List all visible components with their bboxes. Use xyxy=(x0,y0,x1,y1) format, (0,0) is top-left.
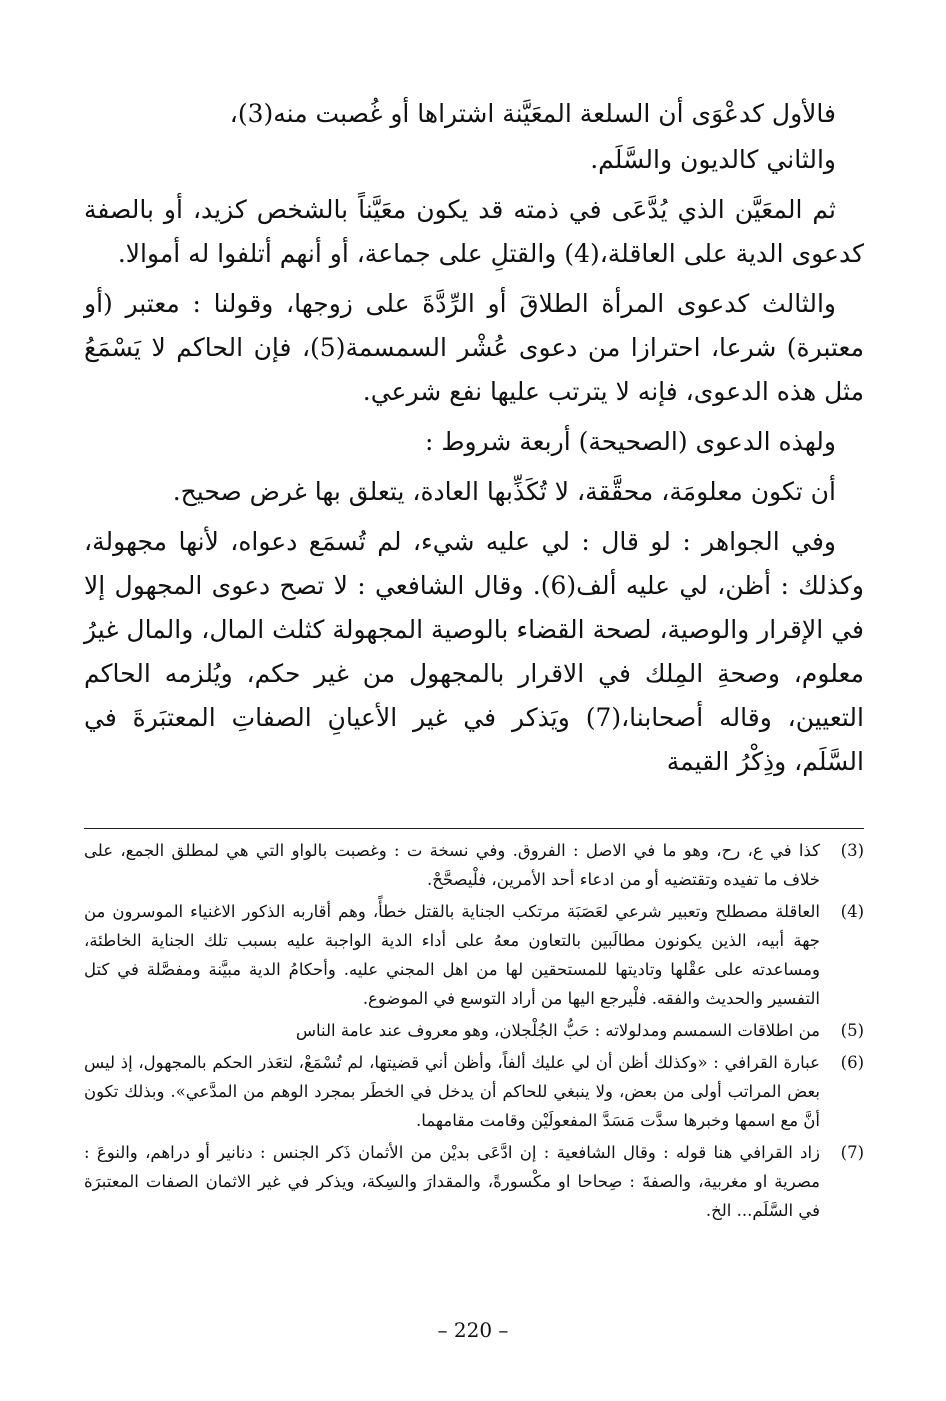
footnote-text: من اطلاقات السمسم ومدلولاته : حَبُّ الجُلْجلان، وهو معروف عند عامة الناس xyxy=(295,1021,820,1040)
footnote-text: عبارة القرافي : «وكذلك أظن أن لي عليك ألفاً، وأظن أني قضيتها، لم تُسْمَعْ، لتعَذر الحكم بالمجهول، إذ ليس بعض المراتب أولى من بعض، ولا ينبغي للحاكم أن يدخل في الخطَر بمجرد الوهم من المدَّعي». وبذلك تكون أنَّ مع اسمها وخبرها سدَّت مَسَدَّ المفعولَيْن وقامت مقامهما. xyxy=(84,1053,820,1130)
footnote-6 xyxy=(84,1048,864,1135)
paragraph-2: والثاني كالديون والسَّلَم. xyxy=(590,145,836,174)
footnote-number: (5) xyxy=(840,1021,864,1040)
footnote-number: (7) xyxy=(840,1143,864,1162)
footnote-separator xyxy=(84,828,864,829)
paragraph-6: أن تكون معلومَة، محقَّقة، لا تُكَذِّبها العادة، يتعلق بها غرض صحيح. xyxy=(172,477,836,506)
footnote-number: (4) xyxy=(840,902,864,921)
footnotes xyxy=(84,836,864,1228)
footnote-3 xyxy=(84,836,864,894)
footnote-4 xyxy=(84,897,864,1013)
paragraph-7: وفي الجواهر : لو قال : لي عليه شيء، لم تُسمَع دعواه، لأنها مجهولة، وكذلك : أظن، لي عليه ألف(6). وقال الشافعي : لا تصح دعوى المجهول إلا في الإقرار والوصية، لصحة القضاء بالوصية المجهولة كثلث المال، والمال غيرُ معلوم، وصحةِ المِلك في الاقرار بالمجهول من غير حكم، ويُلزمه الحاكم التعيين، وقاله أصحابنا،(7) ويَذكر في غير الأعيانِ الصفاتِ المعتبَرةَ في السَّلَم، وذِكْرُ القيمة xyxy=(84,527,864,776)
paragraph-1: فالأول كدعْوَى أن السلعة المعَيَّنة اشتراها أو غُصبت منه(3)، xyxy=(229,99,836,128)
footnote-text: العاقلة مصطلح وتعبير شرعي لعَصَبَة مرتكب الجناية بالقتل خطأً، وهم أقاربه الذكور الاغنياء الموسرون من جهة أبيه، الذين يكونون مطالَبين بالتعاون معهُ على أداء الدية الواجبة عليه بسبب تلك الجناية الخاطئة، ومساعدته على عقْلها وتاديتها للمستحقين لها من اهل المجني عليه. وأحكامُ الدية مبيَّنة ومفصَّلة في كتل التفسير والحديث والفقه. فلْيرجع اليها من أراد التوسع في الموضوع. xyxy=(84,902,820,1008)
footnote-7 xyxy=(84,1138,864,1225)
paragraph-3: ثم المعَيَّن الذي يُدَّعَى في ذمته قد يكون معَيَّناً بالشخص كزيد، أو بالصفة كدعوى الدية على العاقلة،(4) والقتلِ على جماعة، أو أنهم أتلفوا له أموالا. xyxy=(84,195,864,268)
footnote-text: كذا في ع، رح، وهو ما في الاصل : الفروق. وفي نسخة ت : وغصبت بالواو التي هي لمطلق الجمع، على خلاف ما تفيده وتقتضيه أو من ادعاء أحد الأمرين، فلْيصحَّحْ. xyxy=(84,841,820,889)
footnote-text: زاد القرافي هنا قوله : وقال الشافعية : إن ادَّعَى بديْن من الأثمان ذَكر الجنس : دنانير أو دراهم، والنوعَ : مصرية او مغربية، والصفةَ : صِحاحا او مكْسورةً، والمقدارَ والسِكة، ويذكر في غير الاثمان الصفات المعتبرَة في السَّلَم... الخ. xyxy=(84,1143,820,1220)
page-number: – 220 – xyxy=(437,1318,509,1342)
main-text xyxy=(84,92,864,790)
paragraph-4: والثالث كدعوى المرأة الطلاقَ أو الرِّدَّةَ على زوجها، وقولنا : معتبر (أو معتبرة) شرعا، احترازا من دعوى عُشْر السمسمة(5)، فإن الحاكم لا يَسْمَعُ مثل هذه الدعوى، فإنه لا يترتب عليها نفع شرعي. xyxy=(84,289,864,406)
footnote-number: (3) xyxy=(840,841,864,860)
footnote-5 xyxy=(84,1016,864,1045)
paragraph-5: ولهذه الدعوى (الصحيحة) أربعة شروط : xyxy=(424,427,836,456)
footnote-number: (6) xyxy=(840,1053,864,1072)
